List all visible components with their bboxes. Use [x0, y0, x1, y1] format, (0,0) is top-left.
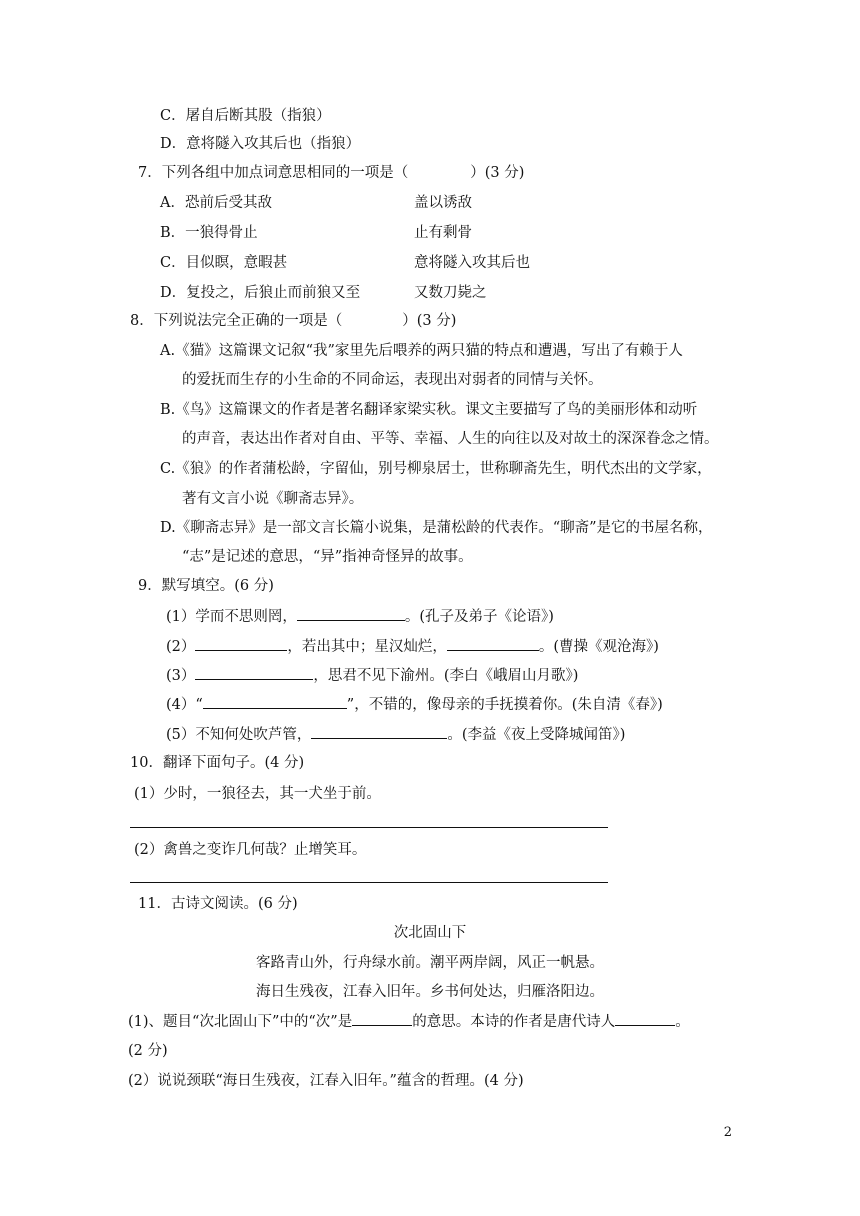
q9-line2-text-c: 。(曹操《观沧海》) [538, 639, 659, 655]
q8-option-b-line2: 的声音，表达出作者对自由、平等、幸福、人生的向往以及对故土的深深眷念之情。 [182, 431, 719, 447]
q10-sentence2: (2）禽兽之变诈几何哉？止增笑耳。 [134, 842, 367, 858]
q9-line5-text-a: (5）不知何处吹芦管， [166, 727, 312, 743]
q6-option-d: D．意将隧入攻其后也（指狼） [160, 136, 361, 152]
q11-blank1[interactable] [352, 1011, 412, 1026]
q7-option-c-right: 意将隧入攻其后也 [414, 255, 530, 271]
q9-stem: 9．默写填空。(6 分) [138, 578, 274, 594]
q6-option-c: C．屠自后断其股（指狼） [160, 108, 331, 124]
q8-option-a-line2: 的爱抚而生存的小生命的不同命运，表现出对弱者的同情与关怀。 [182, 372, 603, 388]
q11-part1-text-b: 的意思。本诗的作者是唐代诗人 [412, 1014, 616, 1030]
q10-answer-line2[interactable] [130, 882, 608, 883]
q10-stem: 10．翻译下面句子。(4 分) [130, 755, 305, 771]
q8-option-d-line1: D.《聊斋志异》是一部文言长篇小说集，是蒲松龄的代表作。“聊斋”是它的书屋名称， [160, 520, 713, 536]
poem-line1: 客路青山外，行舟绿水前。潮平两岸阔，风正一帆悬。 [256, 955, 604, 971]
q7-option-d-right: 又数刀毙之 [414, 285, 487, 301]
q9-line1-text-b: 。(孔子及弟子《论语》) [404, 609, 554, 625]
q7-stem [138, 163, 524, 183]
q11-part1-text-a: (1)、题目“次北固山下”中的“次”是 [128, 1014, 353, 1030]
q11-stem: 11．古诗文阅读。(6 分) [138, 896, 298, 912]
page-number: 2 [723, 1125, 732, 1140]
q9-line2-text-b: ，若出其中；星汉灿烂， [287, 639, 447, 655]
poem-title: 次北固山下 [393, 925, 467, 941]
q9-blank5[interactable] [311, 724, 447, 739]
q9-blank1[interactable] [297, 606, 405, 621]
q11-blank2[interactable] [615, 1011, 675, 1026]
q11-part1-score: (2 分) [128, 1043, 168, 1059]
q8-option-d-line2: “志”是记述的意思，“异”指神奇怪异的故事。 [182, 549, 473, 565]
q9-line3 [166, 665, 578, 686]
poem-line2: 海日生残夜，江春入旧年。乡书何处达，归雁洛阳边。 [256, 984, 604, 1000]
q8-stem-text: 8．下列说法完全正确的一项是（ [130, 313, 343, 329]
q7-option-b-right: 止有剩骨 [414, 225, 472, 241]
q9-blank2a[interactable] [195, 636, 287, 651]
q9-blank4[interactable] [203, 694, 347, 709]
q8-option-a-line1: A.《猫》这篇课文记叙“我”家里先后喂养的两只猫的特点和遭遇，写出了有赖于人 [160, 343, 683, 359]
q10-sentence1: (1）少时，一狼径去，其一犬坐于前。 [134, 786, 381, 802]
q8-option-c-line1: C.《狼》的作者蒲松龄，字留仙，别号柳泉居士，世称聊斋先生，明代杰出的文学家， [160, 461, 712, 477]
q7-option-a-left: A．恐前后受其敌 [160, 195, 272, 211]
q7-option-d-left: D．复投之，后狼止而前狼又至 [160, 285, 361, 301]
q9-line4-text-b: ”，不错的，像母亲的手抚摸着你。(朱自清《春》) [346, 697, 663, 713]
q9-line5-text-b: 。(李益《夜上受降城闻笛》) [447, 727, 626, 743]
q8-stem-score: ）(3 分) [402, 313, 457, 329]
q9-line5 [166, 724, 625, 745]
q8-option-c-line2: 著有文言小说《聊斋志异》。 [182, 491, 364, 507]
q11-part1-text-c: 。 [675, 1014, 690, 1030]
q7-stem-score: ）(3 分) [470, 165, 525, 181]
q11-part2: (2）说说颈联“海日生残夜，江春入旧年。”蕴含的哲理。(4 分) [128, 1073, 524, 1089]
q9-blank3[interactable] [195, 665, 313, 680]
q9-line2 [166, 636, 659, 657]
q9-line1 [166, 606, 554, 627]
q10-answer-line1[interactable] [130, 827, 608, 828]
q9-line3-text-b: ，思君不见下渝州。(李白《峨眉山月歌》) [313, 668, 579, 684]
q7-option-b-left: B．一狼得骨止 [160, 225, 258, 241]
q9-line4 [166, 694, 663, 715]
q7-option-a-right: 盖以诱敌 [414, 195, 472, 211]
q11-part1 [128, 1011, 690, 1032]
q8-option-b-line1: B.《鸟》这篇课文的作者是著名翻译家梁实秋。课文主要描写了鸟的美丽形体和动听 [160, 402, 698, 418]
q7-option-c-left: C．目似瞑，意暇甚 [160, 255, 288, 271]
q9-line3-text-a: (3） [166, 668, 196, 684]
q9-blank2b[interactable] [447, 636, 539, 651]
q9-line4-text-a: (4）“ [166, 697, 203, 713]
q9-line2-text-a: (2） [166, 639, 196, 655]
q7-stem-text: 7．下列各组中加点词意思相同的一项是（ [138, 165, 409, 181]
q9-line1-text-a: (1）学而不思则罔， [166, 609, 297, 625]
q8-stem [130, 311, 456, 331]
